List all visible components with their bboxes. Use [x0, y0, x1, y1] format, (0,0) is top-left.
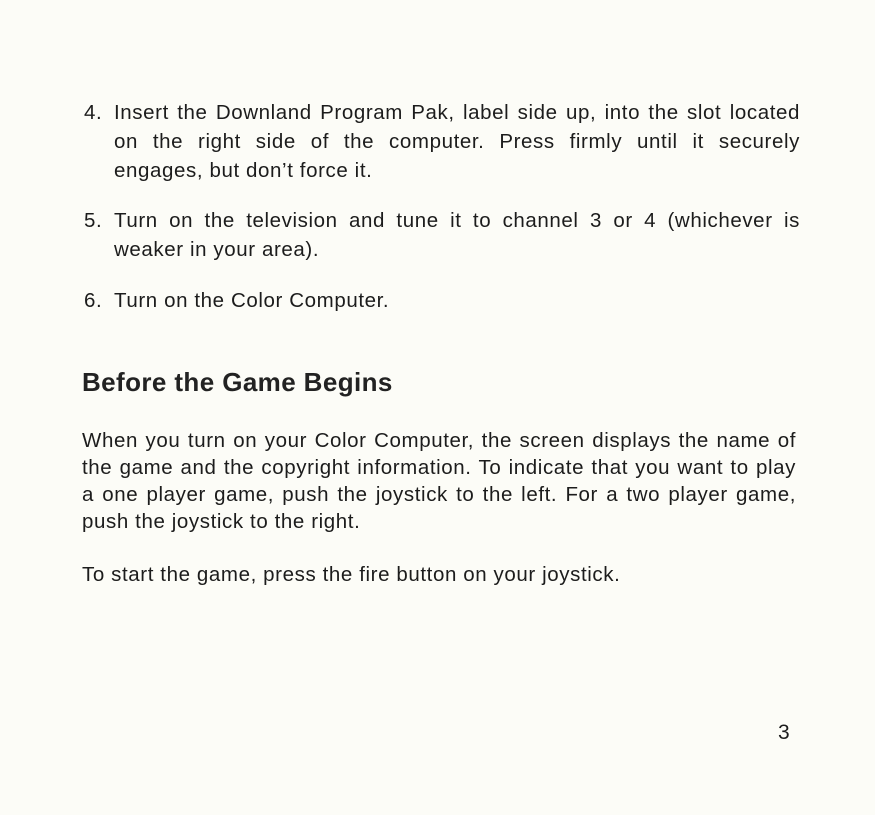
step-text: Insert the Downland Program Pak, label side up, into the slot located on the right side of the computer. Press firmly until it securely engages, but don’t force it.	[114, 101, 800, 182]
step-number: 5.	[84, 209, 103, 232]
body-paragraph: When you turn on your Color Computer, the screen displays the name of the game and the copyright information. To indicate that you want to play a one player game, push the joystick to the left. For a two player game, push the joystick to the right.	[82, 429, 796, 533]
step-text: Turn on the television and tune it to channel 3 or 4 (whichever is weaker in your area).	[114, 209, 800, 261]
step-item	[84, 286, 800, 315]
step-text: Turn on the Color Computer.	[114, 289, 390, 312]
body-paragraph: To start the game, press the fire button on your joystick.	[82, 563, 621, 586]
step-number: 4.	[84, 101, 103, 124]
step-item	[84, 98, 800, 185]
section-heading: Before the Game Begins	[82, 367, 393, 397]
page-number: 3	[778, 721, 791, 744]
step-item	[84, 206, 800, 264]
step-number: 6.	[84, 289, 103, 312]
